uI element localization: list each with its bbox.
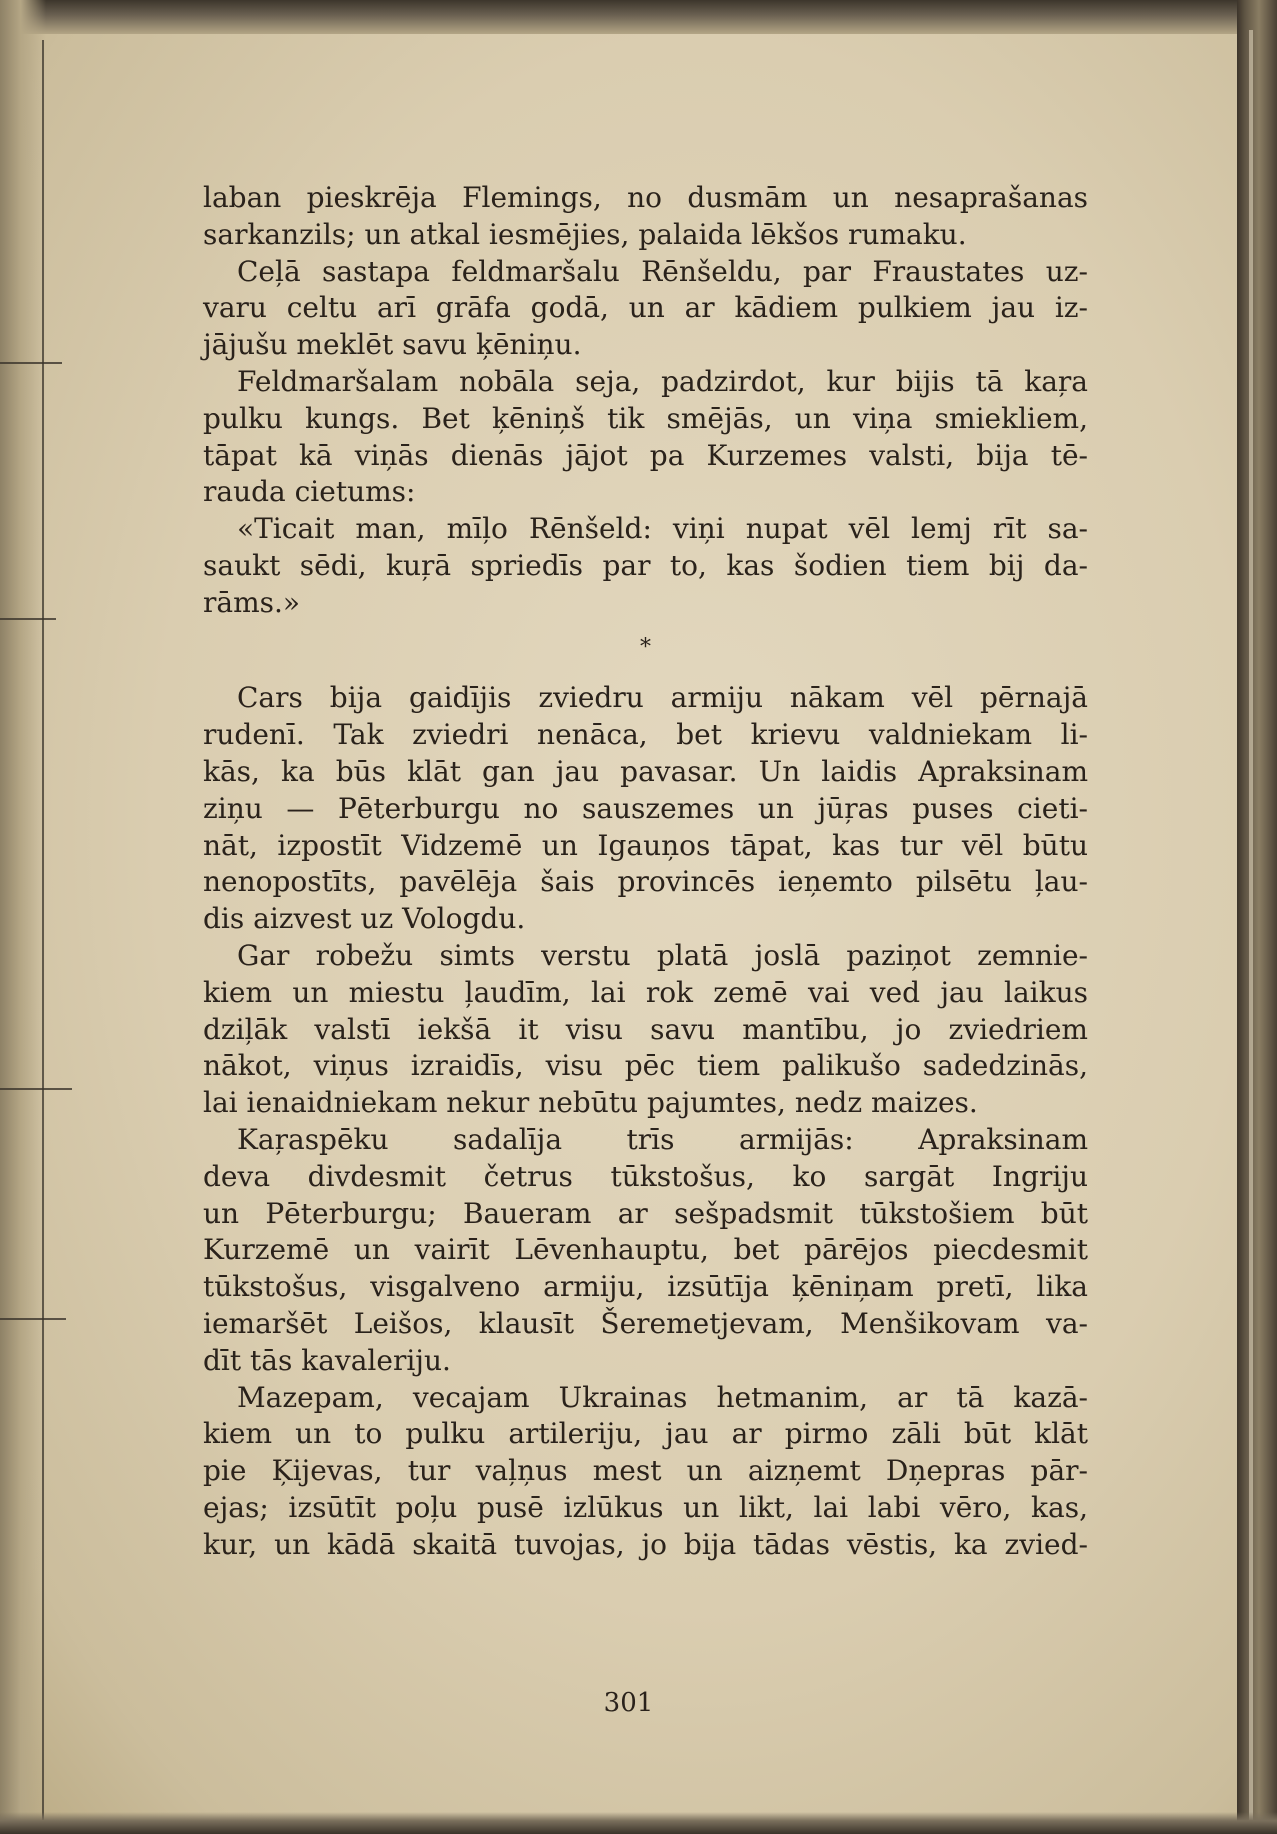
book-gutter: [0, 0, 46, 1834]
text-line: pulku kungs. Bet ķēniņš tik smējās, un viņa smiekliem,: [203, 401, 1088, 435]
text-line: Ceļā sastapa feldmaršalu Rēnšeldu, par Fraustates uz-: [237, 254, 1088, 288]
text-line: rāms.»: [203, 585, 301, 619]
page-bottom-shadow: [0, 1812, 1277, 1834]
text-line: Kaŗaspēku sadalīja trīs armijās: Apraksinam: [237, 1122, 1088, 1156]
text-line: «Ticait man, mīļo Rēnšeld: viņi nupat vēl lemj rīt sa-: [237, 512, 1088, 546]
text-line: Mazepam, vecajam Ukrainas hetmanim, ar tā kazā-: [237, 1380, 1088, 1414]
text-line: Feldmaršalam nobāla seja, padzirdot, kur bijis tā kaŗa: [237, 364, 1088, 398]
text-line: deva divdesmit četrus tūkstošus, ko sargāt Ingriju: [203, 1159, 1088, 1193]
binding-thread: [42, 40, 44, 1820]
text-line: dīt tās kavaleriju.: [203, 1343, 451, 1377]
text-line: tāpat kā viņās dienās jājot pa Kurzemes valsti, bija tē-: [203, 438, 1088, 472]
binding-stitch: [0, 362, 62, 364]
text-line: tūkstošus, visgalveno armiju, izsūtīja ķēniņam pretī, lika: [203, 1270, 1088, 1304]
binding-stitch: [0, 1318, 66, 1320]
text-line: jājušu meklēt savu ķēniņu.: [203, 328, 582, 362]
text-line: rauda cietums:: [203, 475, 416, 509]
section-separator: *: [640, 634, 651, 660]
text-line: kās, ka būs klāt gan jau pavasar. Un laidis Apraksinam: [203, 754, 1088, 788]
text-line: nāt, izpostīt Vidzemē un Igauņos tāpat, kas tur vēl būtu: [203, 828, 1088, 862]
text-line: nenopostīts, pavēlēja šais provincēs ieņemto pilsētu ļau-: [203, 865, 1088, 899]
binding-stitch: [0, 1088, 72, 1090]
text-line: iemaršēt Leišos, klausīt Šeremetjevam, Menšikovam va-: [203, 1306, 1088, 1340]
text-line: varu celtu arī grāfa godā, un ar kādiem pulkiem jau iz-: [203, 291, 1088, 325]
text-line: Cars bija gaidījis zviedru armiju nākam vēl pērnajā: [237, 681, 1088, 715]
text-line: kiem un miestu ļaudīm, lai rok zemē vai ved jau laikus: [203, 975, 1088, 1009]
text-line: rudenī. Tak zviedri nenāca, bet krievu valdniekam li-: [203, 718, 1088, 752]
text-line: ziņu — Pēterburgu no sauszemes un jūŗas puses cieti-: [203, 791, 1088, 825]
text-line: ejas; izsūtīt poļu pusē izlūkus un likt, lai labi vēro, kas,: [203, 1490, 1088, 1524]
body-text: [203, 180, 1088, 1563]
page-number: 301: [603, 1688, 654, 1718]
text-line: dziļāk valstī iekšā it visu savu mantību, jo zviedriem: [203, 1012, 1088, 1046]
binding-stitch: [0, 618, 56, 620]
text-line: dis aizvest uz Vologdu.: [203, 902, 526, 936]
page-fore-edge: [1237, 0, 1277, 1834]
text-line: saukt sēdi, kuŗā spriedīs par to, kas šodien tiem bij da-: [203, 548, 1088, 582]
text-line: Gar robežu simts verstu platā joslā paziņot zemnie-: [237, 938, 1088, 972]
text-line: kur, un kādā skaitā tuvojas, jo bija tādas vēstis, ka zvied-: [203, 1527, 1088, 1561]
text-line: Kurzemē un vairīt Lēvenhauptu, bet pārējos piecdesmit: [203, 1233, 1088, 1267]
text-line: sarkanzils; un atkal iesmējies, palaida lēkšos rumaku.: [203, 217, 967, 251]
text-line: kiem un to pulku artileriju, jau ar pirmo zāli būt klāt: [203, 1417, 1088, 1451]
page-stack-edge: [1249, 30, 1253, 1820]
text-line: laban pieskrēja Flemings, no dusmām un nesaprašanas: [203, 181, 1088, 214]
text-line: un Pēterburgu; Baueram ar sešpadsmit tūkstošiem būt: [203, 1196, 1088, 1230]
text-line: pie Ķijevas, tur vaļņus mest un aizņemt Dņepras pār-: [203, 1454, 1088, 1488]
text-line: nākot, viņus izraidīs, visu pēc tiem palikušo sadedzinās,: [203, 1049, 1088, 1083]
page-top-shadow: [0, 0, 1277, 34]
text-line: lai ienaidniekam nekur nebūtu pajumtes, nedz maizes.: [203, 1086, 978, 1120]
